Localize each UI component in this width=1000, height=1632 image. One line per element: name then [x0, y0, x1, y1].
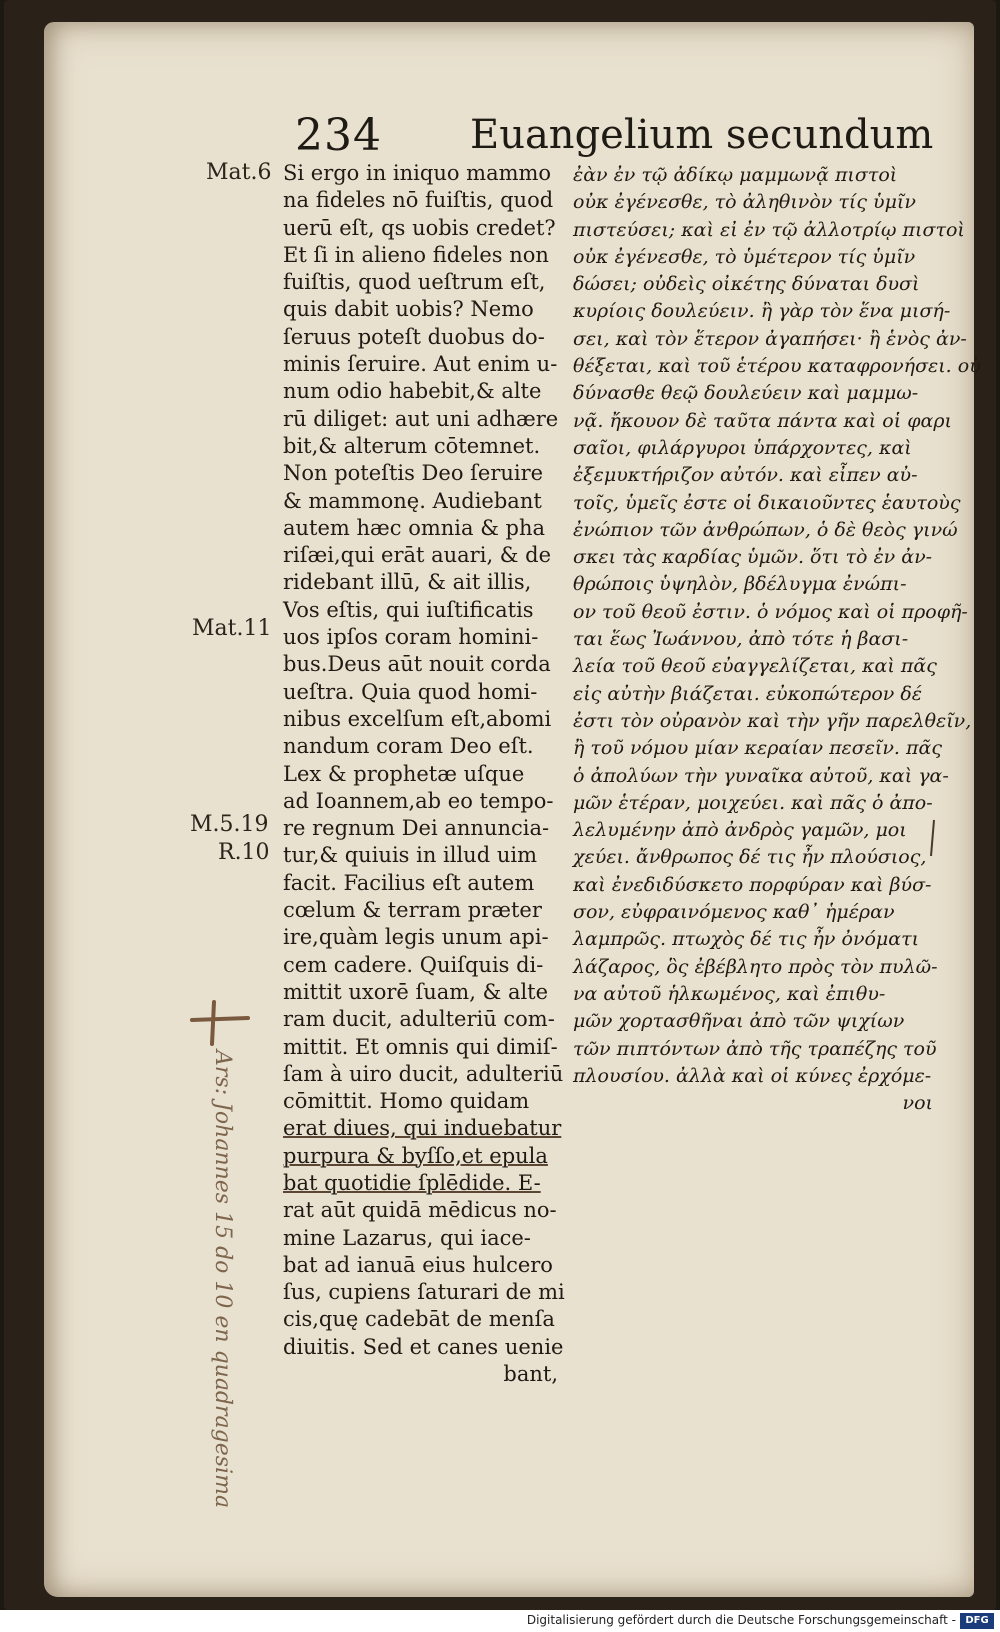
latin-line: mittit uxorē ſuam, & alte	[283, 979, 549, 1004]
latin-line: riſæi,qui erāt auari, & de	[283, 543, 552, 568]
greek-line: δύνασθε θεῷ δουλεύειν καὶ μαμμω-	[573, 382, 919, 405]
latin-line: ſeruus poteſt duobus do-	[283, 324, 545, 349]
margin-note-mat11: Mat.11	[192, 616, 272, 641]
greek-line: ἐξεμυκτήριζον αὐτόν. καὶ εἶπεν αὐ-	[573, 464, 918, 487]
handwritten-annotation: Ars: Johannes 15 do 10 en quadragesima	[210, 1050, 235, 1509]
margin-note-r10: R.10	[218, 840, 270, 865]
greek-line: ἢ τοῦ νόμου μίαν κεραίαν πεσεῖν. πᾶς	[573, 737, 942, 760]
greek-line: σον, εὐφραινόμενος καθ᾽ ἡμέραν	[573, 901, 895, 924]
latin-line: purpura & byſſo,et epula	[283, 1143, 548, 1168]
footer-bar	[0, 1610, 1000, 1632]
greek-line: μῶν ἑτέραν, μοιχεύει. καὶ πᾶς ὁ ἀπο-	[573, 791, 933, 814]
latin-line: bat ad ianuā eius hulcero	[283, 1252, 553, 1277]
latin-line: bus.Deus aūt nouit corda	[283, 652, 551, 677]
latin-line: bit,& alterum cōtemnet.	[283, 433, 541, 458]
greek-line: οὐκ ἐγένεσθε, τὸ ὑμέτερον τίς ὑμῖν	[573, 245, 916, 268]
greek-line: ον τοῦ θεοῦ ἐστιν. ὁ νόμος καὶ οἱ προφῆ-	[573, 600, 968, 623]
greek-line: καὶ ἐνεδιδύσκετο πορφύραν καὶ βύσ-	[573, 873, 932, 896]
latin-line: Vos eſtis, qui iuſtificatis	[283, 597, 534, 622]
greek-line: σκει τὰς καρδίας ὑμῶν. ὅτι τὸ ἐν ἀν-	[573, 546, 933, 569]
greek-line: χεύει. ἄνθρωπος δέ τις ἦν πλούσιος,	[573, 846, 927, 869]
greek-line: οὐκ ἐγένεσθε, τὸ ἀληθινὸν τίς ὑμῖν	[573, 191, 916, 214]
greek-line: λαμπρῶς. πτωχὸς δέ τις ἦν ὀνόματι	[573, 928, 920, 951]
latin-line: cœlum & terram præter	[283, 898, 542, 923]
greek-line: νᾷ. ἤκουον δὲ ταῦτα πάντα καὶ οἱ φαρι	[573, 409, 952, 432]
latin-line: ueſtra. Quia quod homi-	[283, 679, 538, 704]
greek-text-column	[573, 162, 981, 1117]
greek-line: σαῖοι, φιλάργυροι ὑπάρχοντες, καὶ	[573, 436, 912, 459]
greek-line: ἐνώπιον τῶν ἀνθρώπων, ὁ δὲ θεὸς γινώ	[573, 518, 958, 541]
latin-line: ad Ioannem,ab eo tempo-	[283, 788, 554, 813]
greek-line: να αὐτοῦ ἡλκωμένος, καὶ ἐπιθυ-	[573, 982, 886, 1005]
greek-line: θέξεται, καὶ τοῦ ἑτέρου καταφρονήσει. οὐ	[573, 355, 981, 378]
greek-line: λεία τοῦ θεοῦ εὐαγγελίζεται, καὶ πᾶς	[573, 655, 937, 678]
latin-line: mittit. Et omnis qui dimiſ-	[283, 1034, 558, 1059]
latin-line: na fideles nō fuiſtis, quod	[283, 188, 554, 213]
latin-line: quis dabit uobis? Nemo	[283, 297, 534, 322]
latin-line: Si ergo in iniquo mammo	[283, 161, 552, 185]
latin-line: & mammonę. Audiebant	[283, 488, 542, 513]
greek-line: ὁ ἀπολύων τὴν γυναῖκα αὐτοῦ, καὶ γα-	[573, 764, 949, 787]
dfg-logo: DFG	[960, 1613, 994, 1629]
latin-line: fuiſtis, quod ueſtrum eſt,	[283, 270, 546, 295]
latin-line: ſus, cupiens ſaturari de mi	[283, 1280, 565, 1305]
margin-note-m519: M.5.19	[190, 812, 269, 837]
greek-line: τοῖς, ὑμεῖς ἐστε οἱ δικαιοῦντες ἑαυτοὺς	[573, 491, 961, 514]
greek-line: πλουσίου. ἀλλὰ καὶ οἱ κύνες ἐρχόμε-	[573, 1064, 932, 1087]
greek-line: δώσει; οὐδεὶς οἰκέτης δύναται δυσὶ	[573, 273, 920, 296]
greek-line: ται ἕως Ἰωάννου, ἀπὸ τότε ἡ βασι-	[573, 628, 909, 651]
greek-line: τῶν πιπτόντων ἀπὸ τῆς τραπέζης τοῦ	[573, 1037, 937, 1060]
footer-credit: Digitalisierung gefördert durch die Deutsche Forschungsgemeinschaft -	[526, 1613, 956, 1627]
latin-line: uerū eſt, qs uobis credet?	[283, 215, 556, 240]
greek-line: νοι	[902, 1092, 933, 1115]
greek-line: σει, καὶ τὸν ἕτερον ἀγαπήσει· ἢ ἑνὸς ἀν-	[573, 327, 967, 350]
greek-line: ἐὰν ἐν τῷ ἀδίκῳ μαμμωνᾷ πιστοὶ	[573, 164, 898, 186]
latin-line: num odio habebit,& alte	[283, 379, 542, 404]
latin-line: bant,	[503, 1362, 558, 1387]
latin-line: cōmittit. Homo quidam	[283, 1089, 530, 1114]
running-title: Euangelium secundum	[470, 112, 934, 158]
latin-line: ridebant illū, & ait illis,	[283, 570, 532, 595]
latin-line: erat diues, qui induebatur	[283, 1116, 562, 1141]
greek-line: εἰς αὐτὴν βιάζεται. εὐκοπώτερον δέ	[573, 682, 922, 705]
margin-note-mat6: Mat.6	[206, 160, 272, 185]
latin-line: ſam à uiro ducit, adulteriū	[283, 1061, 564, 1086]
latin-line: Non poteſtis Deo ſeruire	[283, 461, 544, 486]
latin-line: autem hæc omnia & pha	[283, 515, 546, 540]
latin-line: Lex & prophetæ uſque	[283, 761, 525, 786]
latin-line: re regnum Dei annuncia-	[283, 816, 550, 841]
latin-line: cis,quę cadebāt de menſa	[283, 1307, 555, 1332]
greek-line: κυρίοις δουλεύειν. ἢ γὰρ τὸν ἕνα μισή-	[573, 300, 951, 323]
latin-line: ram ducit, adulteriū com-	[283, 1007, 555, 1032]
latin-line: minis ſeruire. Aut enim u-	[283, 352, 558, 377]
latin-line: rat aūt quidā mēdicus no-	[283, 1198, 557, 1223]
latin-line: mine Lazarus, qui iace-	[283, 1225, 531, 1250]
latin-line: nibus excelſum eſt,abomi	[283, 706, 552, 731]
greek-line: λελυμένην ἀπὸ ἀνδρὸς γαμῶν, μοι	[573, 819, 907, 842]
latin-line: tur,& quiuis in illud uim	[283, 843, 537, 868]
greek-line: λάζαρος, ὃς ἐβέβλητο πρὸς τὸν πυλῶ-	[573, 955, 938, 978]
latin-line: Et ſi in alieno fideles non	[283, 242, 549, 267]
latin-line: ire,quàm legis unum api-	[283, 925, 549, 950]
latin-line: nandum coram Deo eſt.	[283, 734, 534, 759]
greek-line: πιστεύσει; καὶ εἰ ἐν τῷ ἀλλοτρίῳ πιστοὶ	[573, 218, 965, 241]
greek-line: ἐστι τὸν οὐρανὸν καὶ τὴν γῆν παρελθεῖν,	[573, 709, 972, 732]
latin-line: facit. Facilius eſt autem	[283, 870, 535, 895]
latin-line: rū diliget: aut uni adhære	[283, 406, 559, 431]
marginal-stroke-mark	[928, 818, 938, 858]
handwritten-cross-mark	[184, 998, 254, 1048]
latin-line: diuitis. Sed et canes uenie	[283, 1334, 564, 1359]
greek-line: μῶν χορτασθῆναι ἀπὸ τῶν ψιχίων	[573, 1010, 905, 1033]
latin-line: uos ipſos coram homini-	[283, 625, 539, 650]
latin-text-column	[283, 160, 565, 1388]
latin-line: cem cadere. Quiſquis di-	[283, 952, 544, 977]
greek-line: θρώποις ὑψηλὸν, βδέλυγμα ἐνώπι-	[573, 573, 907, 596]
latin-line: bat quotidie ſplēdide. E-	[283, 1170, 541, 1195]
page-number: 234	[295, 110, 382, 161]
